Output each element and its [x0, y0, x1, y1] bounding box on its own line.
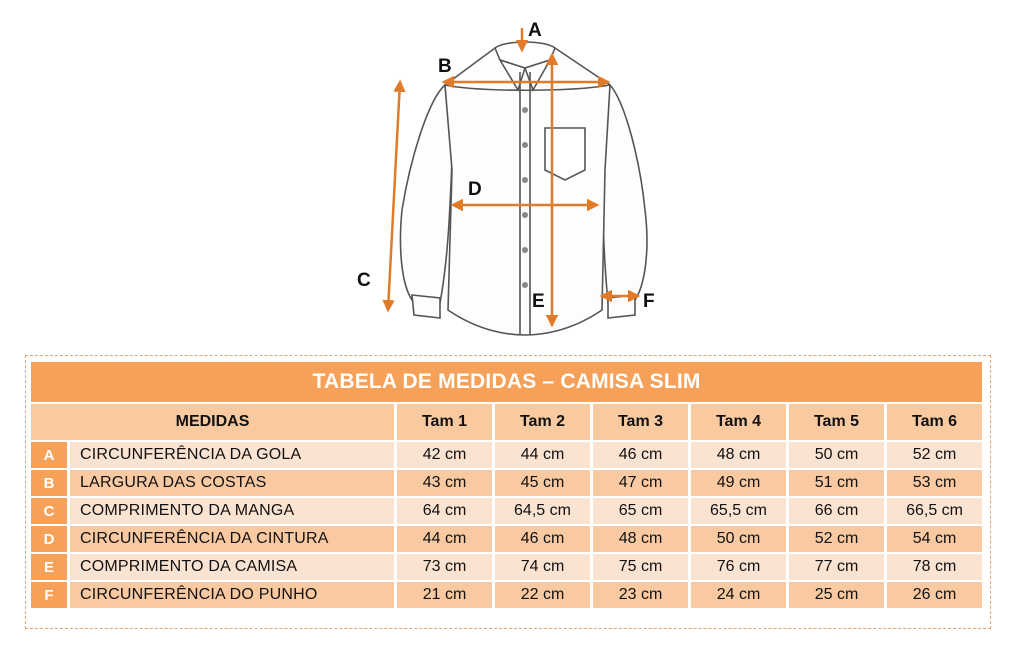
measure-name: CIRCUNFERÊNCIA DO PUNHO: [70, 582, 394, 608]
measure-value: 73 cm: [397, 554, 492, 580]
table-row: [31, 526, 982, 552]
table-row: [31, 498, 982, 524]
row-letter: B: [31, 470, 67, 496]
size-header-6: Tam 6: [887, 404, 982, 440]
shirt-drawing: [400, 42, 646, 335]
size-table: [28, 360, 985, 610]
measure-value: 65,5 cm: [691, 498, 786, 524]
row-letter: A: [31, 442, 67, 468]
measure-value: 45 cm: [495, 470, 590, 496]
measure-name: COMPRIMENTO DA MANGA: [70, 498, 394, 524]
table-title: TABELA DE MEDIDAS – CAMISA SLIM: [31, 362, 982, 402]
measure-value: 54 cm: [887, 526, 982, 552]
measure-value: 48 cm: [593, 526, 688, 552]
size-header-4: Tam 4: [691, 404, 786, 440]
row-letter: F: [31, 582, 67, 608]
row-letter: C: [31, 498, 67, 524]
measure-value: 46 cm: [495, 526, 590, 552]
size-header-5: Tam 5: [789, 404, 884, 440]
table-row: [31, 582, 982, 608]
shirt-illustration: [340, 10, 680, 345]
measure-value: 43 cm: [397, 470, 492, 496]
measure-value: 42 cm: [397, 442, 492, 468]
measure-value: 46 cm: [593, 442, 688, 468]
measures-header: MEDIDAS: [31, 404, 394, 440]
measure-value: 77 cm: [789, 554, 884, 580]
measure-name: COMPRIMENTO DA CAMISA: [70, 554, 394, 580]
label-c: C: [357, 270, 371, 291]
measure-value: 53 cm: [887, 470, 982, 496]
size-header-3: Tam 3: [593, 404, 688, 440]
measure-name: CIRCUNFERÊNCIA DA GOLA: [70, 442, 394, 468]
measure-value: 66,5 cm: [887, 498, 982, 524]
measure-value: 47 cm: [593, 470, 688, 496]
label-a: A: [528, 20, 542, 41]
measure-value: 44 cm: [495, 442, 590, 468]
measure-value: 21 cm: [397, 582, 492, 608]
table-row: [31, 470, 982, 496]
measure-value: 25 cm: [789, 582, 884, 608]
measure-line-c: [388, 82, 400, 310]
measure-value: 75 cm: [593, 554, 688, 580]
row-letter: E: [31, 554, 67, 580]
label-b: B: [438, 56, 452, 77]
label-d: D: [468, 179, 482, 200]
table-row: [31, 442, 982, 468]
row-letter: D: [31, 526, 67, 552]
measure-value: 48 cm: [691, 442, 786, 468]
measure-value: 22 cm: [495, 582, 590, 608]
measure-value: 44 cm: [397, 526, 492, 552]
measure-value: 51 cm: [789, 470, 884, 496]
size-header-1: Tam 1: [397, 404, 492, 440]
measure-value: 64 cm: [397, 498, 492, 524]
measure-name: CIRCUNFERÊNCIA DA CINTURA: [70, 526, 394, 552]
measure-value: 78 cm: [887, 554, 982, 580]
shirt-measurement-diagram: [340, 10, 680, 345]
measure-value: 64,5 cm: [495, 498, 590, 524]
table-row: [31, 554, 982, 580]
measure-value: 49 cm: [691, 470, 786, 496]
measure-value: 74 cm: [495, 554, 590, 580]
measure-value: 24 cm: [691, 582, 786, 608]
label-f: F: [643, 291, 655, 312]
measure-value: 50 cm: [789, 442, 884, 468]
measure-value: 52 cm: [789, 526, 884, 552]
measure-value: 26 cm: [887, 582, 982, 608]
measure-value: 52 cm: [887, 442, 982, 468]
label-e: E: [532, 291, 545, 312]
measure-value: 66 cm: [789, 498, 884, 524]
measure-value: 65 cm: [593, 498, 688, 524]
measure-value: 50 cm: [691, 526, 786, 552]
measure-value: 76 cm: [691, 554, 786, 580]
measure-value: 23 cm: [593, 582, 688, 608]
measure-name: LARGURA DAS COSTAS: [70, 470, 394, 496]
size-header-2: Tam 2: [495, 404, 590, 440]
